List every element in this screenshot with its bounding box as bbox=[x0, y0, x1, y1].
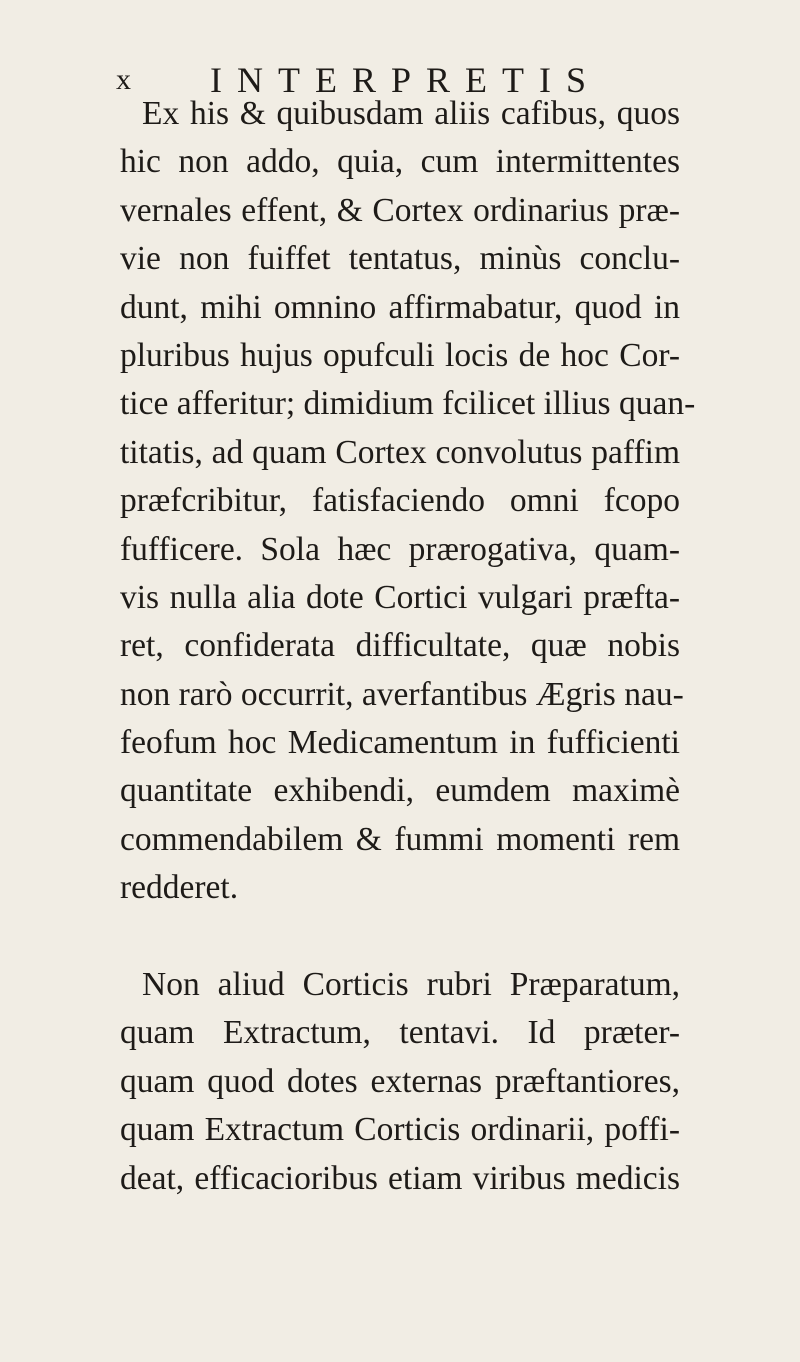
text-line: Ex his & quibusdam aliis cafibus, quos bbox=[142, 95, 680, 132]
text-line: quam Extractum Corticis ordinarii, poffi- bbox=[120, 1111, 680, 1149]
paragraph-gap bbox=[120, 913, 680, 961]
paragraph bbox=[120, 90, 696, 913]
text-line: ret, confiderata difficultate, quæ nobis bbox=[120, 627, 680, 665]
text-line: commendabilem & fummi momenti rem bbox=[120, 820, 680, 858]
text-line: feofum hoc Medicamentum in fufficienti bbox=[120, 724, 680, 762]
text-line: præfcribitur, fatisfaciendo omni fcopo bbox=[120, 482, 680, 520]
text-line: quam Extractum, tentavi. Id præter- bbox=[120, 1014, 680, 1052]
paragraph bbox=[120, 961, 680, 1203]
text-line: deat, efficacioribus etiam viribus medicis bbox=[120, 1159, 680, 1197]
text-line: hic non addo, quia, cum intermittentes bbox=[120, 143, 680, 181]
text-line: vis nulla alia dote Cortici vulgari præfta- bbox=[120, 578, 680, 616]
text-line: Non aliud Corticis rubri Præparatum, bbox=[142, 966, 680, 1004]
text-line: quam quod dotes externas præftantiores, bbox=[120, 1062, 680, 1100]
body-text bbox=[120, 90, 696, 1203]
text-line: titatis, ad quam Cortex convolutus paffim bbox=[120, 433, 680, 471]
text-line: non rarò occurrit, averfantibus Ægris nau- bbox=[120, 675, 684, 713]
text-line: pluribus hujus opufculi locis de hoc Cor- bbox=[120, 336, 680, 374]
page-number: x bbox=[116, 63, 131, 96]
text-line: vie non fuiffet tentatus, minùs conclu- bbox=[120, 240, 680, 278]
running-head: INTERPRETIS bbox=[210, 60, 602, 100]
text-line: redderet. bbox=[120, 869, 239, 907]
text-line: dunt, mihi omnino affirmabatur, quod in bbox=[120, 288, 680, 326]
text-line: fufficere. Sola hæc prærogativa, quam- bbox=[120, 530, 680, 568]
text-line: tice afferitur; dimidium fcilicet illius quan- bbox=[120, 385, 696, 423]
text-line: quantitate exhibendi, eumdem maximè bbox=[120, 772, 680, 810]
text-line: vernales effent, & Cortex ordinarius præ- bbox=[120, 191, 680, 229]
